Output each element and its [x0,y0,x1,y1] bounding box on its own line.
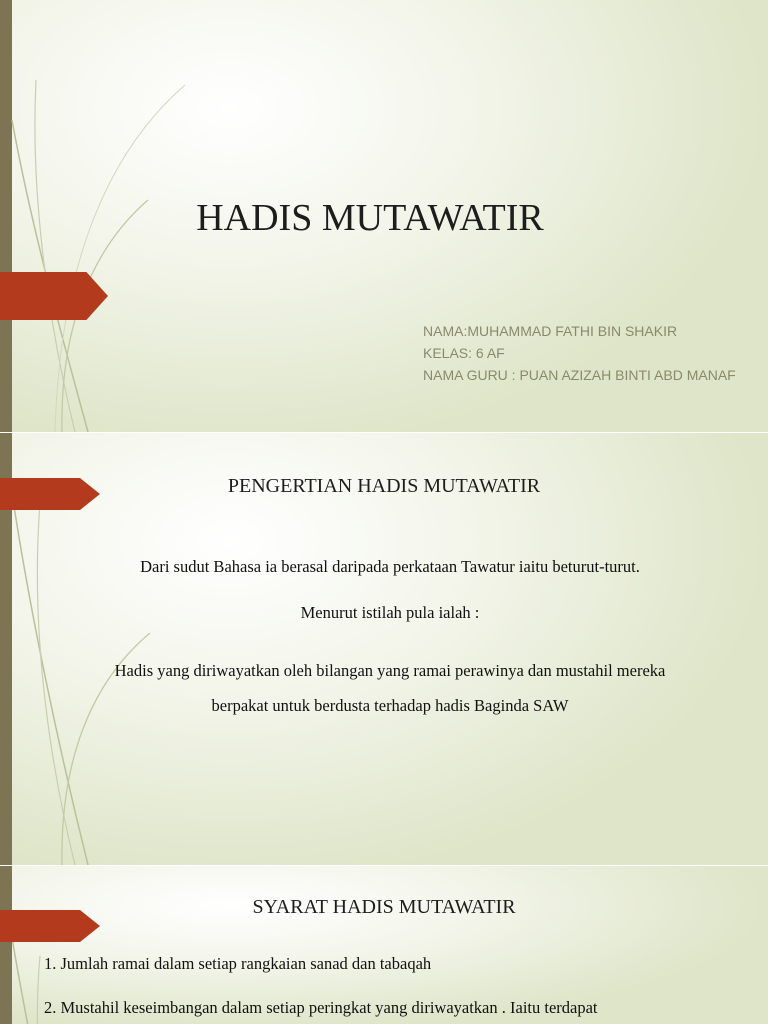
accent-arrow [0,272,108,320]
slide-conditions [0,866,768,1024]
slide-title [0,0,768,432]
definition-term-line1: Hadis yang diriwayatkan oleh bilangan yang ramai perawinya dan mustahil mereka [114,661,666,680]
section-heading: PENGERTIAN HADIS MUTAWATIR [227,475,541,497]
list-item [44,998,744,1018]
list-item [44,954,744,974]
teacher-name: NAMA GURU : PUAN AZIZAH BINTI ABD MANAF [423,367,736,383]
definition-term-line2: berpakat untuk berdusta terhadap hadis Baginda SAW [211,696,569,715]
list-item-number: 2. [44,998,57,1017]
list-item-number: 1. [44,954,57,973]
presentation-title: HADIS MUTAWATIR [196,197,544,239]
definition-language: Dari sudut Bahasa ia berasal daripada perkataan Tawatur iaitu beturut-turut. [140,557,640,576]
slide-definition [0,433,768,865]
conditions-list [44,954,744,1024]
list-item-text: Mustahil keseimbangan dalam setiap peringkat yang diriwayatkan . Iaitu terdapat [60,998,598,1017]
section-heading: SYARAT HADIS MUTAWATIR [252,896,516,918]
class-label: KELAS: 6 AF [423,345,505,361]
definition-term-intro: Menurut istilah pula ialah : [300,603,480,622]
student-name: NAMA:MUHAMMAD FATHI BIN SHAKIR [423,323,678,339]
presenter-info [423,320,736,386]
list-item-text: Jumlah ramai dalam setiap rangkaian sanad dan tabaqah [60,954,432,973]
